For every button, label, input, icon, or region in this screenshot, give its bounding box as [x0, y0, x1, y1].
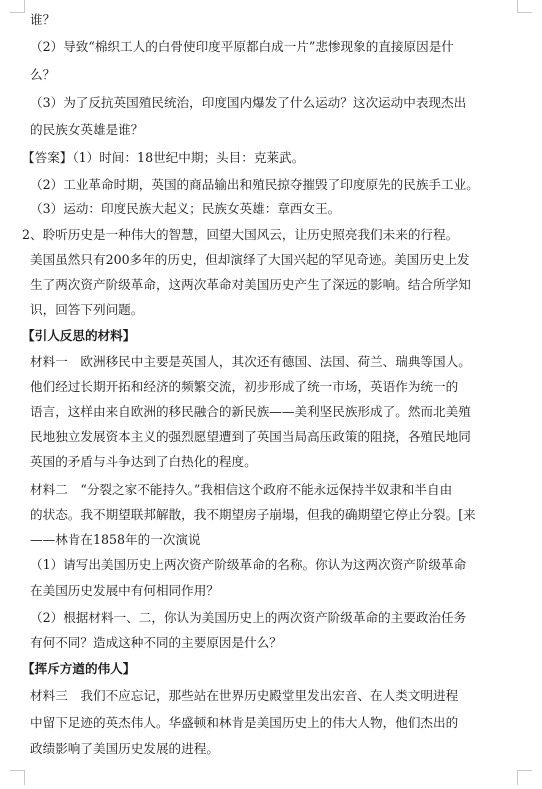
question-2-1: （1）请写出美国历史上两次资产阶级革命的名称。你认为这两次资产阶级革命 — [30, 557, 467, 572]
material-3: 材料三 我们不应忘记，那些站在世界历史殿堂里发出宏音、在人类文明进程 — [30, 688, 459, 703]
answer-1-2: （2）工业革命时期，英国的商品输出和殖民掠夺摧毁了印度原先的民族手工业。 — [30, 177, 479, 192]
question-2-intro-cont-2: 生了两次资产阶级革命，这两次革命对美国历史产生了深远的影响。结合所学知 — [30, 277, 471, 292]
question-1-3: （3）为了反抗英国殖民统治，印度国内爆发了什么运动？这次运动中表现杰出 — [30, 95, 467, 110]
crop-mark-top-left — [10, 0, 25, 13]
material-1-cont-2: 语言，这样由来自欧洲的移民融合的新民族——美利坚民族形成了。然而北美殖 — [30, 404, 471, 419]
question-2-intro-cont-1: 美国虽然只有200多年的历史，但却演绎了大国兴起的罕见奇迹。美国历史上发 — [30, 252, 470, 267]
section-heading-great-men: 【挥斥方遒的伟人】 — [22, 661, 136, 676]
section-heading-materials: 【引人反思的材料】 — [22, 328, 136, 343]
question-2-1-cont: 在美国历史发展中有何相同作用？ — [30, 583, 219, 598]
question-1-2-cont: 么？ — [30, 67, 56, 82]
question-2-intro-cont-3: 识，回答下列问题。 — [30, 302, 144, 317]
material-1: 材料一 欧洲移民中主要是英国人，其次还有德国、法国、荷兰、瑞典等国人。 — [30, 354, 471, 369]
material-3-cont-2: 政绩影响了美国历史发展的进程。 — [30, 741, 219, 756]
question-1-tail: 谁？ — [30, 12, 56, 27]
crop-mark-bottom-right — [517, 770, 532, 785]
crop-mark-bottom-left — [10, 770, 25, 785]
material-1-cont-4: 英国的矛盾与斗争达到了白热化的程度。 — [30, 454, 257, 469]
material-1-cont-1: 他们经过长期开拓和经济的频繁交流，初步形成了统一市场，英语作为统一的 — [30, 379, 459, 394]
material-2-source: ——林肯在1858年的一次演说 — [30, 532, 201, 547]
question-2-2: （2）根据材料一、二，你认为美国历史上的两次资产阶级革命的主要政治任务 — [30, 610, 467, 625]
question-1-2: （2）导致“棉织工人的白骨使印度平原都白成一片”悲惨现象的直接原因是什 — [30, 39, 454, 54]
answer-1-3: （3）运动：印度民族大起义；民族女英雄：章西女王。 — [30, 201, 341, 216]
material-1-cont-3: 民地独立发展资本主义的强烈愿望遭到了英国当局高压政策的阻挠，各殖民地同 — [30, 429, 471, 444]
question-2-2-cont: 有何不同？造成这种不同的主要原因是什么？ — [30, 635, 282, 650]
answer-1-1: 【答案】（1）时间：18世纪中期；头目：克莱武。 — [22, 150, 305, 165]
question-1-3-cont: 的民族女英雄是谁？ — [30, 122, 144, 137]
material-2: 材料二 “分裂之家不能持久。”我相信这个政府不能永远保持半奴隶和半自由 — [30, 482, 453, 497]
material-3-cont-1: 中留下足迹的英杰伟人。华盛顿和林肯是美国历史上的伟大人物，他们杰出的 — [30, 715, 459, 730]
material-2-cont: 的状态。我不期望联邦解散，我不期望房子崩塌，但我的确期望它停止分裂。[来 — [30, 507, 476, 522]
question-2-intro: 2、聆听历史是一种伟大的智慧，回望大国风云，让历史照亮我们未来的行程。 — [22, 227, 459, 242]
